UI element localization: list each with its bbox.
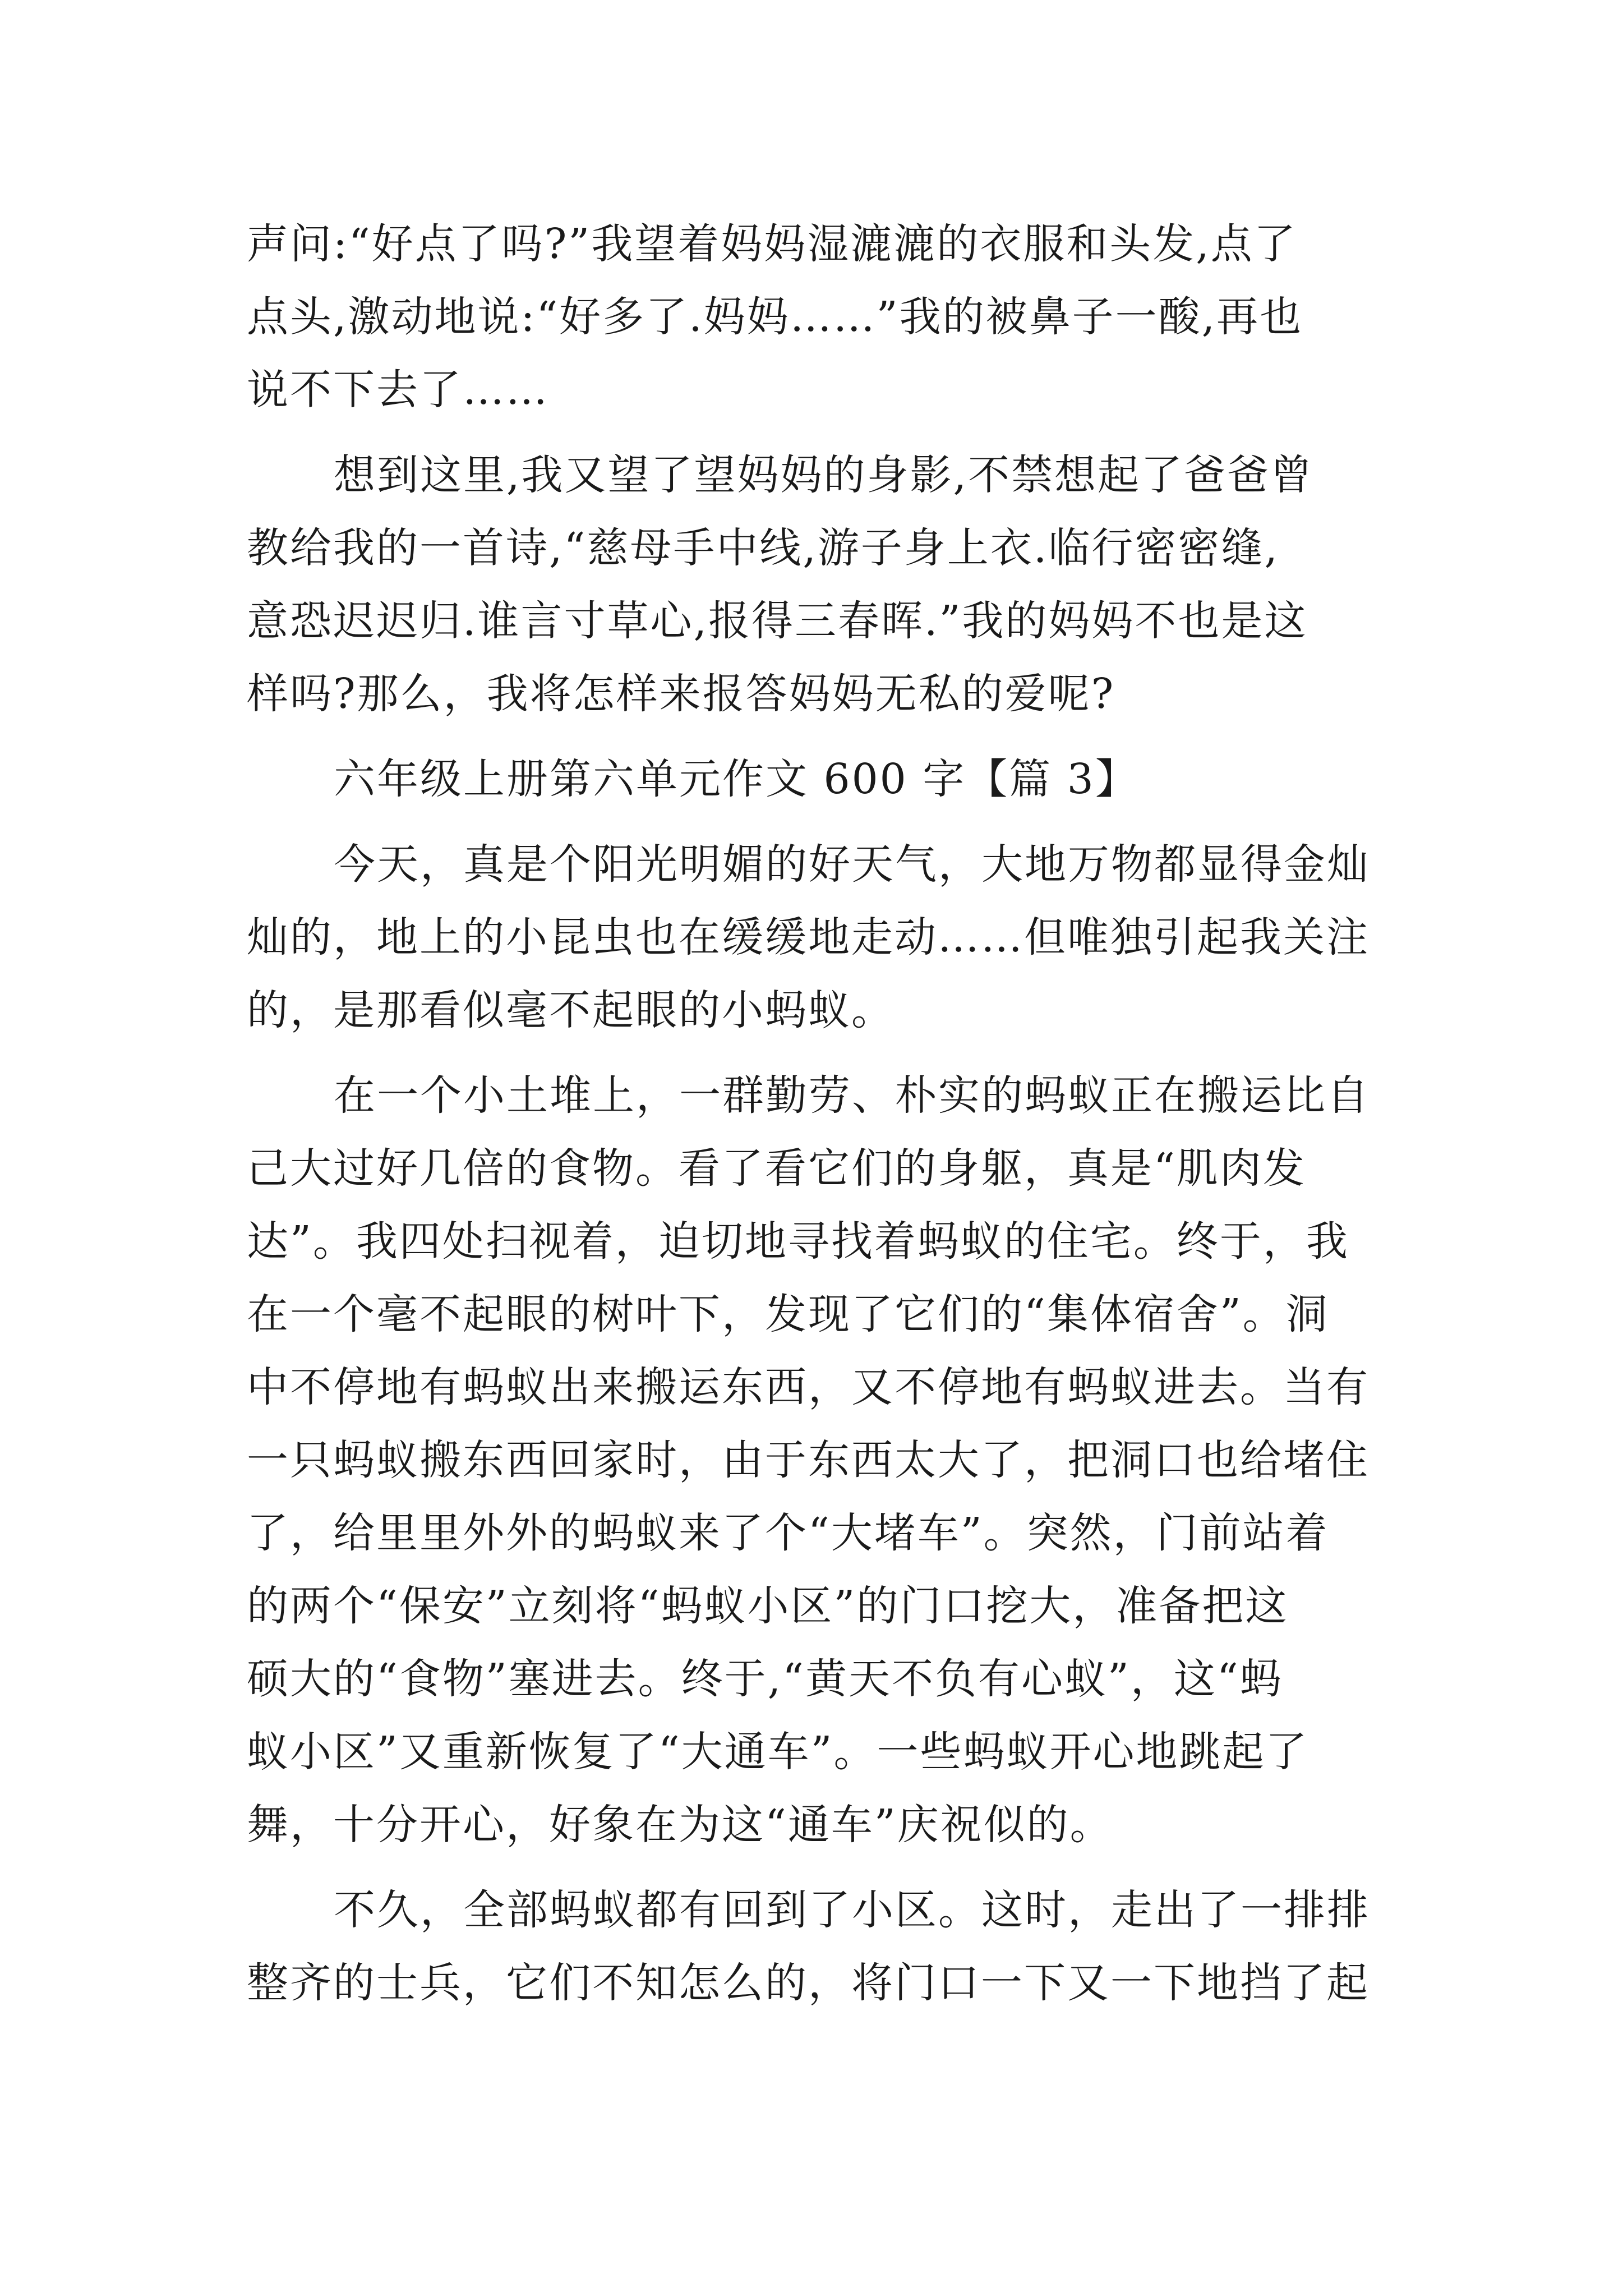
text-line: 意恐迟迟归.谁言寸草心,报得三春晖.”我的妈妈不也是这 (247, 597, 1308, 645)
text-line: 达”。我四处扫视着，迫切地寻找着蚂蚁的住宅。终于，我 (247, 1217, 1349, 1266)
text-line: 教给我的一首诗,“慈母手中线,游子身上衣.临行密密缝, (247, 524, 1279, 572)
paragraph (247, 439, 1385, 730)
paragraph (247, 828, 1385, 1047)
heading-line: 六年级上册第六单元作文 600 字【篇 3】 (334, 755, 1138, 803)
paragraph (247, 208, 1385, 426)
text-line: 在一个毫不起眼的树叶下，发现了它们的“集体宿舍”。洞 (247, 1290, 1329, 1338)
text-line: 说不下去了…… (247, 366, 549, 414)
paragraph (247, 1059, 1385, 1861)
text-line: 硕大的“食物”塞进去。终于,“黄天不负有心蚁”，这“蚂 (247, 1655, 1283, 1703)
text-line: 样吗?那么，我将怎样来报答妈妈无私的爱呢? (247, 670, 1115, 718)
text-line: 想到这里,我又望了望妈妈的身影,不禁想起了爸爸曾 (334, 451, 1314, 499)
text-line: 己大过好几倍的食物。看了看它们的身躯，真是“肌肉发 (247, 1144, 1306, 1193)
text-line: 声问:“好点了吗?”我望着妈妈湿漉漉的衣服和头发,点了 (247, 220, 1297, 268)
text-line: 中不停地有蚂蚁出来搬运东西，又不停地有蚂蚁进去。当有 (247, 1363, 1370, 1411)
text-line: 点头,激动地说:“好多了.妈妈……”我的被鼻子一酸,再也 (247, 293, 1303, 341)
text-line: 的两个“保安”立刻将“蚂蚁小区”的门口挖大，准备把这 (247, 1582, 1289, 1630)
text-line: 灿的，地上的小昆虫也在缓缓地走动……但唯独引起我关注 (247, 913, 1370, 961)
text-line: 的，是那看似毫不起眼的小蚂蚁。 (247, 986, 895, 1034)
text-line: 今天，真是个阳光明媚的好天气，大地万物都显得金灿 (334, 840, 1370, 889)
text-line: 蚁小区”又重新恢复了“大通车”。一些蚂蚁开心地跳起了 (247, 1728, 1309, 1776)
section-heading (247, 743, 1385, 816)
text-line: 了，给里里外外的蚂蚁来了个“大堵车”。突然，门前站着 (247, 1509, 1329, 1557)
text-line: 一只蚂蚁搬东西回家时，由于东西太大了，把洞口也给堵住 (247, 1436, 1370, 1484)
text-line: 在一个小土堆上，一群勤劳、朴实的蚂蚁正在搬运比自 (334, 1071, 1370, 1120)
text-line: 整齐的士兵，它们不知怎么的，将门口一下又一下地挡了起 (247, 1959, 1370, 2007)
text-line: 不久，全部蚂蚁都有回到了小区。这时，走出了一排排 (334, 1886, 1370, 1934)
paragraph (247, 1874, 1385, 2019)
body-text (247, 208, 1385, 2019)
text-line: 舞，十分开心，好象在为这“通车”庆祝似的。 (247, 1801, 1113, 1849)
